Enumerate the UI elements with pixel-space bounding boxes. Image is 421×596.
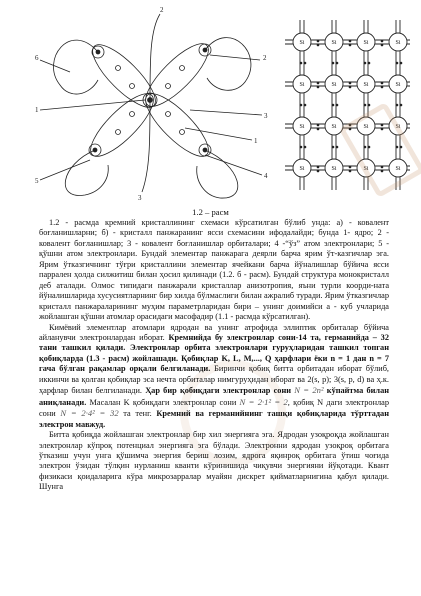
figure-caption: 1.2 – расм xyxy=(192,207,229,217)
paragraph-text: Кимёвий элементлар атомлари ядродан ва унинг атрофида эллиптик орбиталар бўйича айланувчи электронлардан иборат. xyxy=(39,322,389,342)
label-a-3: 2 xyxy=(263,54,267,62)
atom-label: Si xyxy=(363,124,369,130)
formula: N = 2·4² = 32 xyxy=(60,408,119,419)
formula: N = 2n² xyxy=(294,385,324,396)
atom-label: Si xyxy=(299,40,305,46)
label-a-8: 3 xyxy=(138,194,142,202)
label-a-6: 1 xyxy=(254,137,258,145)
paragraph-text: та тенг. xyxy=(118,409,157,419)
paragraph-bold-text: кўпайтма билан аниқланади. xyxy=(39,386,389,407)
atom-label: Si xyxy=(395,124,401,130)
paragraph-text: Масалан K қобиқдаги электронлар сони xyxy=(86,397,237,407)
atom-label: Si xyxy=(299,124,305,130)
label-a-2: 5 xyxy=(35,177,39,185)
paragraph-bold-text: Ҳар бир қобиқдаги электронлар сони xyxy=(145,386,292,396)
atom-label: Si xyxy=(331,40,337,46)
paragraph: 1.2 - расмда кремний кристаллининг схемаси кўрсатилган бўлиб унда: а) - ковалент боғланишларни; б) - кристалл панжаранинг ясси схемасини ифодалайди; бунда 1- ядро; 2 - ковалент боғланишлар; 3 - ковалент боғланишлар орбиталари; 4 -“ўз” атом электронлари; 5 - қўшни атом электронлари. Бундай элементар панжарага деярли барча ярим ўт-казгичлар эга. Ярим ўтказгичнинг тўғри кристаллини элементар ячейкани барча йўналишлар бўйича ясси паррален ҳолда силжитиш билан ҳосил қилинади (1.2. б - расм). Бундай структура монокристалл деб аталади. Олмос типидаги панжарали кристаллар анизотропия, яъни турли коорди-ната йўналишларида хусусиятларнинг бир хилда бўлмаслиги билан ажралиб туради. Ярим ўтказгичлар кристалл панжараларининг муҳим параметрларидан бири – унинг доимийси а - куб учларида жойлашган қўшни атомлар орасидаги масофадир (1.1 - расмда кўрсатилган). xyxy=(39,218,389,322)
atom-label: Si xyxy=(363,82,369,88)
label-a-5: 4 xyxy=(264,172,268,180)
atom-label: Si xyxy=(363,166,369,172)
label-a-1: 1 xyxy=(35,106,39,114)
atom-label: Si xyxy=(395,82,401,88)
atom-label: Si xyxy=(299,166,305,172)
atom-label: Si xyxy=(331,166,337,172)
atom-label: Si xyxy=(331,82,337,88)
paragraph-bold-text: Кремнийда бу электронлар сони-14 та, германийда – 32 тани ташкил қилади. Электронлар орбита электронлари гуруҳларидан ташкил топган қобиқларда (1.3 - расм) жойлашади. Қобиқлар K, L, M,..., Q ҳарфлари ёки n = 1 дан n = 7 гача бўлган рақамлар орқали белгиланади. xyxy=(39,332,389,374)
paragraph: Битта қобиқда жойлашган электронлар бир хил энергияга эга. Ядродан узоқроқда жойлашган электронлар кўпроқ потенциал энергияга эга бўлади. Электронни ядродан узоқроқ орбитага ўтказиш учун унга қўшимча энергия бериш лозим, ядрога яқинроқ орбитага ўтиш чоғида электрон ўзидан тўлқин нурланиш кванти кўринишида чиқувчи энергияни йўқотади. Квант физикаси қоидаларига кўра микрозарралар муайян дискрет қийматларнигина қабул қилади. Шунга xyxy=(39,430,389,492)
figure-b-labels xyxy=(299,40,400,172)
atom-label: Si xyxy=(331,124,337,130)
body-text xyxy=(39,218,389,493)
paragraph xyxy=(39,323,389,431)
atom-label: Si xyxy=(395,40,401,46)
label-a-0: 6 xyxy=(35,54,39,62)
figure-b-atoms xyxy=(293,33,407,177)
figure-b-electrons xyxy=(300,40,403,173)
crystal-figures xyxy=(0,0,421,210)
paragraph-bold-text: Кремний ва германийнинг ташқи қобиқларида тўрттадан электрон мавжуд. xyxy=(39,409,389,429)
atom-label: Si xyxy=(395,166,401,172)
paragraph-text: , қобиқ N даги электронлар сони xyxy=(39,397,389,419)
paragraph-text: Биринчи қобиқ битта орбитадан иборат бўлиб, иккинчи ва қолган қобиқлар эса нечта орбиталар нимгуруҳидан иборат ва 2(s, p); 3(s, p, d) ва ҳ.к. ҳарфлар билан белгиланади. xyxy=(39,364,389,396)
atom-label: Si xyxy=(299,82,305,88)
label-a-7: 2 xyxy=(160,6,164,14)
label-a-4: 3 xyxy=(264,112,268,120)
formula: N = 2·1² = 2 xyxy=(239,396,288,407)
atom-label: Si xyxy=(363,40,369,46)
figure-a-covalent-bonds xyxy=(40,14,262,198)
